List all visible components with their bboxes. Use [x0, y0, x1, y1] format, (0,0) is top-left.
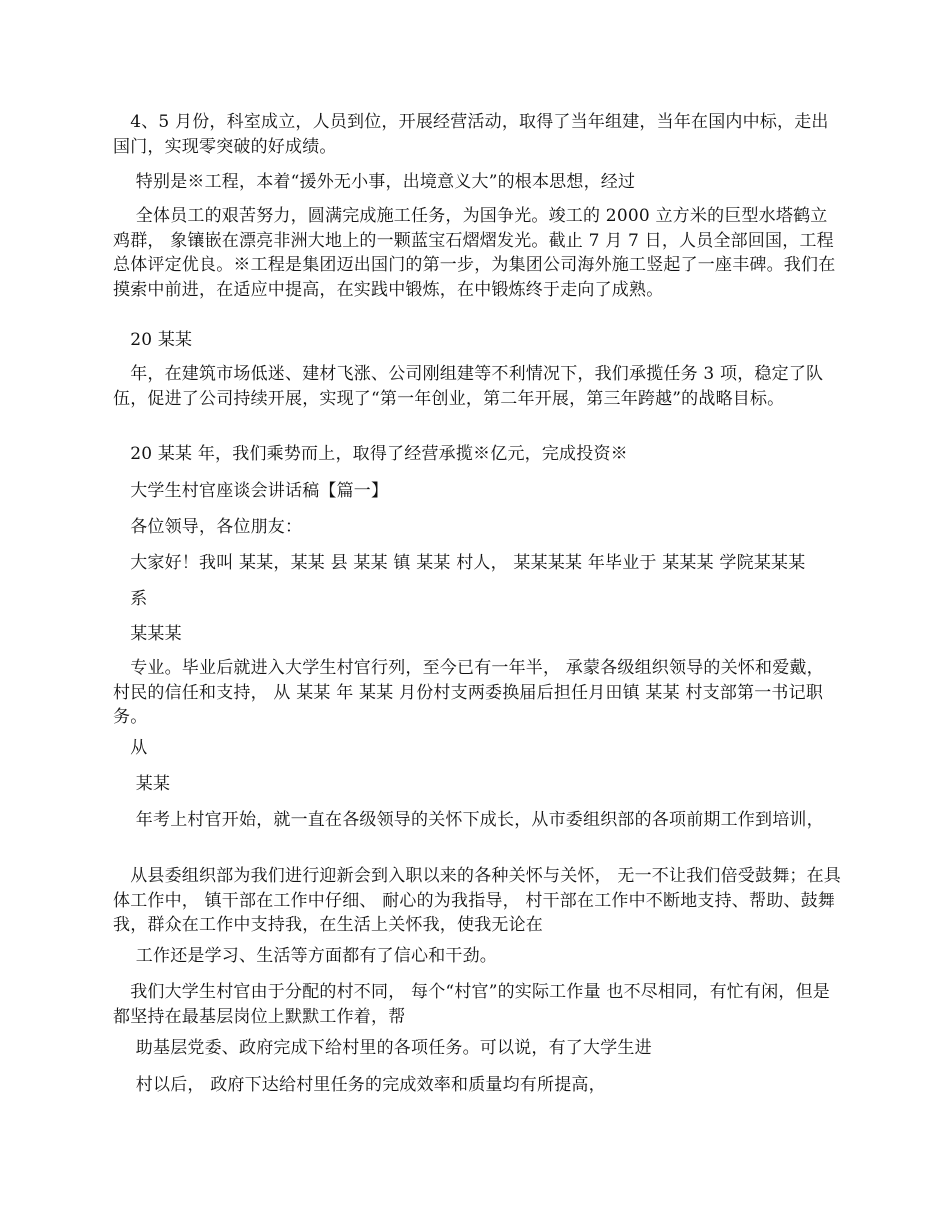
paragraph-12: 专业。毕业后就进入大学生村官行列，至今已有一年半， 承蒙各级组织领导的关怀和爱戴， 村民的信任和支持， 从 某某 年 某某 月份村支两委换届后担任月田镇 某某 村支部第一书记职务。: [113, 658, 824, 728]
paragraph-18: 我们大学生村官由于分配的村不同， 每个“村官”的实际工作量 也不尽相同，有忙有闲，但是都坚持在最基层岗位上默默工作着，帮: [113, 982, 830, 1027]
paragraph-14: 某某: [113, 774, 171, 794]
paragraph-10: 系: [113, 589, 148, 609]
paragraph-11: 某某某: [113, 624, 182, 644]
paragraph-15: 年考上村官开始，就一直在各级领导的关怀下成长，从市委组织部的各项前期工作到培训，: [113, 810, 824, 830]
paragraph-20: 村以后， 政府下达给村里任务的完成效率和质量均有所提高，: [113, 1075, 606, 1095]
paragraph-1: 4、5 月份，科室成立，人员到位，开展经营活动，取得了当年组建，当年在国内中标，走出国门，实现零突破的好成绩。: [113, 112, 829, 157]
paragraph-13: 从: [113, 738, 148, 758]
paragraph-7: 大学生村官座谈会讲话稿【篇一】: [113, 481, 389, 501]
paragraph-19: 助基层党委、政府完成下给村里的各项任务。可以说，有了大学生进: [113, 1038, 652, 1058]
paragraph-2: 特别是※工程，本着“援外无小事，出境意义大”的根本思想，经过: [113, 172, 636, 192]
paragraph-16: 从县委组织部为我们进行迎新会到入职以来的各种关怀与关怀， 无一不让我们倍受鼓舞；在具体工作中， 镇干部在工作中仔细、 耐心的为我指导， 村干部在工作中不断地支持、帮助、鼓舞我，群众在工作中支持我，在生活上关怀我，使我无论在: [113, 866, 842, 936]
paragraph-4: 20 某某: [113, 330, 193, 350]
paragraph-17: 工作还是学习、生活等方面都有了信心和干劲。: [113, 946, 498, 966]
paragraph-9: 大家好！我叫 某某，某某 县 某某 镇 某某 村人， 某某某某 年毕业于 某某某 学院某某某: [113, 553, 806, 573]
paragraph-3: 全体员工的艰苦努力，圆满完成施工任务，为国争光。竣工的 2000 立方米的巨型水塔鹤立鸡群， 象镶嵌在漂亮非洲大地上的一颗蓝宝石熠熠发光。截止 7 月 7 日，人员全部回国，工程总体评定优良。※工程是集团迈出国门的第一步，为集团公司海外施工竖起了一座丰碑。我们在摸索中前进，在适应中提高，在实践中锻炼，在中锻炼终于走向了成熟。: [113, 206, 836, 300]
paragraph-8: 各位领导，各位朋友：: [113, 517, 303, 537]
paragraph-6: 20 某某 年，我们乘势而上，取得了经营承揽※亿元，完成投资※: [113, 444, 628, 464]
paragraph-5: 年，在建筑市场低迷、建材飞涨、公司刚组建等不利情况下，我们承揽任务 3 项，稳定了队伍，促进了公司持续开展，实现了“第一年创业，第二年开展，第三年跨越”的战略目标。: [113, 364, 824, 409]
